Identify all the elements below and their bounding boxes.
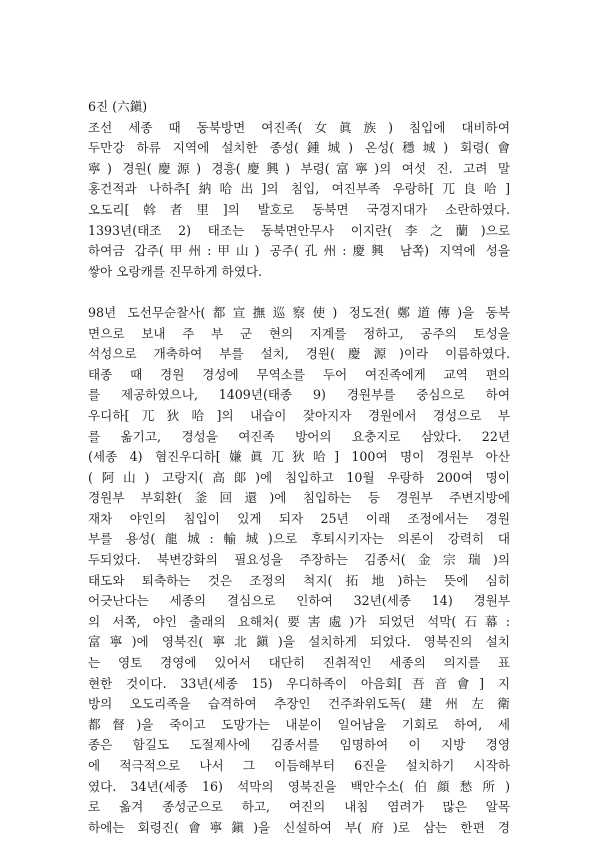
paragraph-gap bbox=[88, 282, 510, 303]
text-line: 를 옮기고, 경성을 여진족 방어의 요충지로 삼았다. 22년 bbox=[88, 428, 510, 444]
text-line: 태종 때 경원 경성에 무역소를 두어 여진족에게 교역 편의 bbox=[88, 366, 510, 382]
text-line: 방의 오도리족을 습격하여 추장인 건주좌위도독(建州左衛 bbox=[88, 696, 510, 712]
document-page bbox=[88, 97, 510, 838]
text-line: 都督)을 죽이고 도망가는 내분이 일어남을 기회로 하여, 세 bbox=[88, 716, 510, 732]
text-line: 우디하[兀狄哈]의 내습이 잦아지자 경원에서 경성으로 부 bbox=[88, 407, 510, 423]
text-line: 98년 도선무순찰사(都宣撫巡察使) 정도전(鄭道傳)을 동북 bbox=[88, 304, 510, 320]
paragraph-2 bbox=[88, 303, 510, 838]
text-line: 재차 야인의 침입이 있게 되자 25년 이래 조정에서는 경원 bbox=[88, 510, 510, 526]
text-line: (阿山) 고랑지(高郞)에 침입하고 10월 우랑하 200여 명이 bbox=[88, 469, 510, 485]
text-line: 태도와 퇴축하는 것은 조정의 척지(拓地)하는 뜻에 심히 bbox=[88, 572, 510, 588]
text-line: (세종 4) 혐진우디하[嫌眞兀狄哈] 100여 명이 경원부 아산 bbox=[88, 449, 510, 465]
text-line: 에 적극적으로 나서 그 이듬해부터 6진을 설치하기 시작하 bbox=[88, 758, 510, 773]
text-line: 현한 것이다. 33년(세종 15) 우디하족이 아음회[吾音會] 지 bbox=[88, 675, 510, 691]
text-line: 쌓아 오랑캐를 진무하게 하였다. bbox=[88, 263, 263, 279]
text-line: 어긋난다는 세종의 결심으로 인하여 32년(세종 14) 경원부 bbox=[88, 593, 510, 609]
text-line: 종은 함길도 도절제사에 김종서를 임명하여 이 지방 경영 bbox=[88, 737, 510, 753]
text-line: 조선 세종 때 동북방면 여진족(女眞族) 침입에 대비하여 bbox=[88, 119, 510, 135]
text-line: 경원부 부회환(釜回還)에 침입하는 등 경원부 주변지방에 bbox=[88, 490, 510, 506]
text-line: 로 옮겨 종성군으로 하고, 여진의 내침 염려가 많은 알목 bbox=[88, 799, 510, 815]
text-line: 를 제공하였으나, 1409년(태종 9) 경원부를 중심으로 하여 bbox=[88, 387, 510, 403]
text-line: 두되었다. 북변강화의 필요성을 주장하는 김종서(金宗瑞)의 bbox=[88, 552, 510, 568]
text-line: 하여금 갑주(甲州:甲山) 공주(孔州:慶興 남쪽) 지역에 성을 bbox=[88, 243, 510, 259]
text-line: 부를 용성(龍城:輸城)으로 후퇴시키자는 의론이 강력히 대 bbox=[88, 531, 510, 547]
text-line: 홍건적과 나하추[納哈出]의 침입, 여진부족 우랑하[兀良哈] bbox=[88, 181, 510, 197]
text-line: 1393년(태조 2) 태조는 동북면안무사 이지란(李之蘭)으로 bbox=[88, 222, 510, 238]
text-line: 는 영토 경영에 있어서 대단히 진취적인 세종의 의지를 표 bbox=[88, 655, 510, 671]
text-line: 오도리[斡者里]의 발호로 동북면 국경지대가 소란하였다. bbox=[88, 201, 510, 217]
text-line: 면으로 보내 주 부 군 현의 지계를 정하고, 공주의 토성을 bbox=[88, 325, 510, 341]
text-line: 였다. 34년(세종 16) 석막의 영북진을 백안수소(伯顔愁所) bbox=[88, 778, 510, 794]
text-line: 두만강 하류 지역에 설치한 종성(鍾城) 온성(穩城) 회령(會 bbox=[88, 140, 510, 156]
text-line: 寧) 경원(慶源) 경흥(慶興) 부령(富寧)의 여섯 진. 고려 말 bbox=[88, 160, 510, 176]
text-line: 석성으로 개축하여 부를 설치, 경원(慶源)이라 이름하였다. bbox=[88, 346, 510, 362]
text-line: 하에는 회령진(會寧鎭)을 신설하여 부(府)로 삼는 한편 경 bbox=[88, 819, 510, 835]
text-line: 富寧)에 영북진(寧北鎭)을 설치하게 되었다. 영북진의 설치 bbox=[88, 634, 510, 650]
section-heading: 6진 (六鎭) bbox=[88, 99, 148, 114]
text-line: 의 서쪽, 야인 출래의 요해처(要害處)가 되었던 석막(石幕: bbox=[88, 613, 510, 629]
paragraph-1 bbox=[88, 118, 510, 283]
